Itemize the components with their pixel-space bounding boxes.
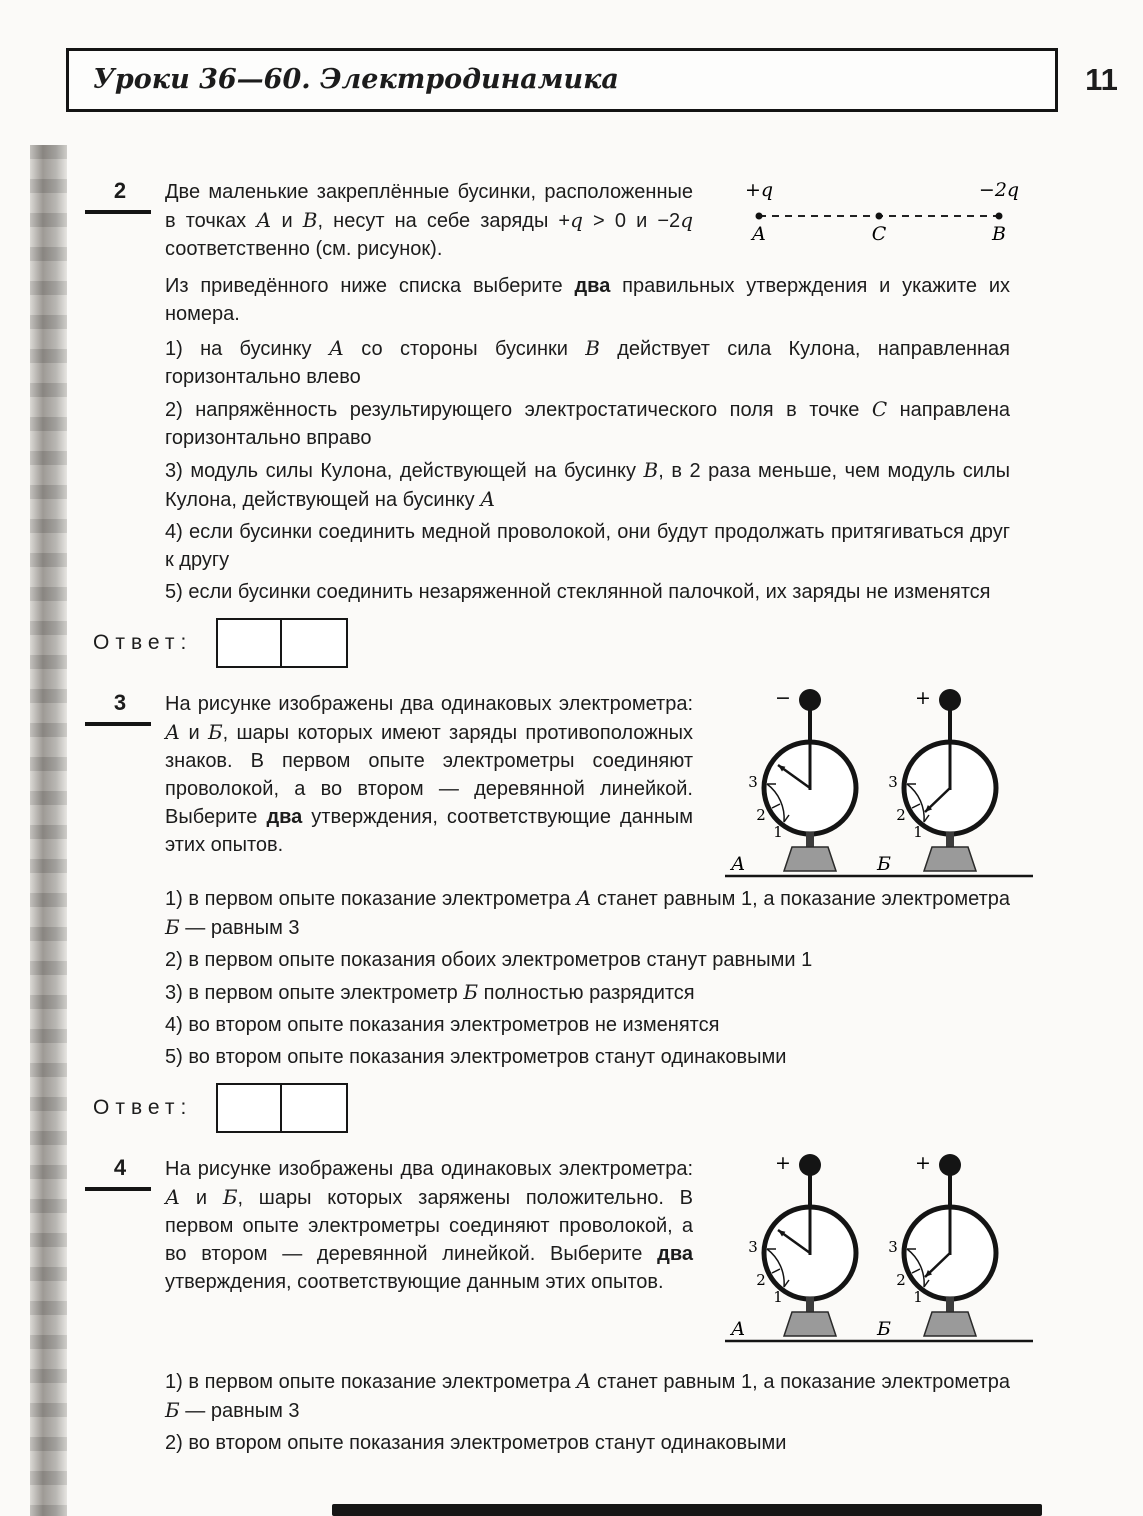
- task-3: [85, 687, 1035, 1133]
- charge-sign-b: +: [915, 687, 931, 709]
- tick-label-2: 2: [756, 806, 766, 824]
- text-segment: соответственно (см. рисунок).: [165, 238, 443, 260]
- text-segment: А: [256, 208, 272, 232]
- text-segment: — равным 3: [179, 1400, 300, 1422]
- text-segment: 1) в первом опыте показание электрометра: [165, 1371, 577, 1393]
- task-intro: [165, 178, 693, 266]
- text-segment: А: [576, 1369, 592, 1393]
- text-segment: В: [585, 336, 600, 360]
- text-segment: Б: [207, 720, 223, 744]
- figure-label-a: А: [731, 853, 746, 875]
- text-segment: На рисунке изображены два одинаковых электрометра:: [165, 693, 693, 715]
- charge-sign-b: +: [915, 1152, 931, 1174]
- charges-figure: [733, 180, 1033, 248]
- electrometer-a: [748, 687, 856, 871]
- page-number: 11: [1085, 62, 1118, 97]
- task-2: [85, 178, 1035, 668]
- electrometer-b: [888, 687, 996, 871]
- tick-label-1: 1: [773, 1288, 783, 1306]
- point-label-c: С: [871, 223, 887, 245]
- electrometers-figure: [725, 684, 1035, 882]
- figure-label-a: А: [731, 1318, 746, 1340]
- content-column: [85, 178, 1035, 1479]
- text-segment: два: [657, 1243, 693, 1265]
- text-segment: Б: [165, 915, 180, 939]
- tick-label-3: 3: [888, 773, 898, 791]
- option-item-2: [165, 1429, 1010, 1457]
- text-segment: действует сила Кулона, направленная горизонтально влево: [165, 338, 1010, 388]
- tick-label-3: 3: [748, 1238, 758, 1256]
- text-segment: со стороны бусинки: [344, 338, 586, 360]
- text-segment: Б: [165, 1398, 180, 1422]
- electrometer-a: [748, 1152, 856, 1336]
- answer-row: [93, 1083, 1010, 1133]
- stand: [784, 847, 836, 871]
- text-segment: 1) на бусинку: [165, 338, 329, 360]
- text-segment: 3) в первом опыте электрометр: [165, 982, 464, 1004]
- charge-sign-a: +: [775, 1152, 791, 1174]
- text-segment: 2) во втором опыте показания электрометров станут одинаковыми: [165, 1432, 787, 1454]
- ball: [939, 1154, 961, 1176]
- option-item-3: [165, 978, 1010, 1007]
- stem: [946, 1297, 954, 1313]
- answer-box-1: [216, 618, 282, 668]
- tick-label-1: 1: [773, 823, 783, 841]
- ball: [799, 1154, 821, 1176]
- text-segment: и: [180, 722, 208, 744]
- text-segment: два: [266, 806, 303, 828]
- option-item-2: [165, 395, 1010, 452]
- text-segment: А: [576, 886, 592, 910]
- option-item-5: [165, 578, 1010, 606]
- text-segment: правильных утверждения и укажите их номера.: [165, 275, 1010, 325]
- tick-label-2: 2: [896, 1271, 906, 1289]
- tick-label-3: 3: [748, 773, 758, 791]
- text-segment: , шары которых заряжены положительно. В первом опыте электрометры соединяют проволокой, а во втором — деревянной линейкой. Выберите: [165, 1187, 693, 1265]
- text-segment: А: [165, 720, 181, 744]
- text-segment: и: [271, 210, 303, 232]
- task-rule: [85, 722, 151, 726]
- ball: [799, 689, 821, 711]
- text-segment: 2) в первом опыте показания обоих электрометров станут равными 1: [165, 949, 813, 971]
- header-box: [66, 48, 1058, 112]
- text-segment: 5) во втором опыте показания электрометров станут одинаковыми: [165, 1046, 787, 1068]
- option-item-3: [165, 456, 1010, 514]
- text-segment: Б: [222, 1185, 238, 1209]
- option-item-5: [165, 1043, 1010, 1071]
- task-4: [85, 1152, 1035, 1457]
- text-segment: 3) модуль силы Кулона, действующей на бусинку: [165, 460, 644, 482]
- option-item-1: [165, 884, 1010, 942]
- text-segment: 5) если бусинки соединить незаряженной стеклянной палочкой, их заряды не изменятся: [165, 581, 991, 603]
- answer-label: Ответ:: [93, 1096, 193, 1119]
- tick-label-1: 1: [913, 823, 923, 841]
- text-segment: q: [680, 208, 693, 232]
- charge-label-left: +q: [744, 180, 774, 201]
- stand: [924, 1312, 976, 1336]
- text-segment: q: [570, 208, 583, 232]
- task-number: 3: [113, 690, 127, 715]
- text-segment: А: [165, 1185, 181, 1209]
- text-segment: полностью разрядится: [478, 982, 695, 1004]
- text-segment: > 0 и −2: [582, 210, 681, 232]
- answer-row: [93, 618, 1010, 668]
- option-item-2: [165, 946, 1010, 974]
- text-segment: два: [574, 275, 611, 297]
- point-dot-b: [996, 213, 1003, 220]
- text-segment: утверждения, соответствующие данным этих опытов.: [165, 806, 693, 856]
- task-rule: [85, 210, 151, 214]
- task-number: 2: [113, 178, 127, 203]
- answer-label: Ответ:: [93, 631, 193, 654]
- page-title: Уроки 36—60. Электродинамика: [93, 64, 619, 95]
- ball: [939, 689, 961, 711]
- answer-box-2: [282, 1083, 348, 1133]
- stand: [924, 847, 976, 871]
- charge-label-right: −2q: [978, 180, 1020, 201]
- answer-boxes: [216, 618, 348, 668]
- tick-label-1: 1: [913, 1288, 923, 1306]
- electrometer-b: [888, 1152, 996, 1336]
- tick-label-3: 3: [888, 1238, 898, 1256]
- point-label-a: А: [751, 223, 767, 245]
- answer-boxes: [216, 1083, 348, 1133]
- stand: [784, 1312, 836, 1336]
- text-segment: утверждения, соответствующие данным этих опытов.: [165, 1271, 664, 1293]
- electrometers-figure: [725, 1149, 1035, 1347]
- text-segment: Б: [463, 980, 479, 1004]
- text-segment: В: [302, 208, 318, 232]
- figure-label-b: Б: [877, 1318, 891, 1340]
- text-segment: — равным 3: [179, 917, 300, 939]
- point-dot-a: [756, 213, 763, 220]
- charge-sign-a: −: [775, 687, 791, 709]
- answer-box-1: [216, 1083, 282, 1133]
- scan-shadow-strip: [30, 145, 67, 1516]
- text-segment: и: [180, 1187, 223, 1209]
- task-prompt: [165, 272, 1010, 328]
- task-intro: [165, 1155, 693, 1361]
- answer-box-2: [282, 618, 348, 668]
- figure-label-b: Б: [877, 853, 891, 875]
- point-dot-c: [876, 213, 883, 220]
- text-segment: С: [871, 397, 888, 421]
- text-segment: А: [328, 336, 344, 360]
- text-segment: направлена горизонтально вправо: [165, 399, 1010, 449]
- stem: [806, 1297, 814, 1313]
- task-intro: [165, 690, 693, 878]
- tick-label-2: 2: [756, 1271, 766, 1289]
- text-segment: станет равным 1, а показание электрометра: [591, 888, 1011, 910]
- option-item-4: [165, 1011, 1010, 1039]
- stem: [806, 832, 814, 848]
- option-item-1: [165, 1367, 1010, 1425]
- text-segment: 1) в первом опыте показание электрометра: [165, 888, 577, 910]
- text-segment: Из приведённого ниже списка выберите: [165, 275, 575, 297]
- text-segment: 4) во втором опыте показания электрометров не изменятся: [165, 1014, 720, 1036]
- tick-label-2: 2: [896, 806, 906, 824]
- text-segment: В: [643, 458, 659, 482]
- option-item-4: [165, 518, 1010, 574]
- task-rule: [85, 1187, 151, 1191]
- text-segment: На рисунке изображены два одинаковых электрометра:: [165, 1158, 693, 1180]
- stem: [946, 832, 954, 848]
- text-segment: 2) напряжённость результирующего электростатического поля в точке: [165, 399, 872, 421]
- option-item-1: [165, 334, 1010, 391]
- task-number: 4: [113, 1155, 127, 1180]
- point-label-b: В: [992, 223, 1006, 245]
- scan-bottom-edge: [332, 1504, 1042, 1516]
- text-segment: Две маленькие закреплённые бусинки, расположенные в точках: [165, 181, 693, 232]
- text-segment: А: [480, 487, 496, 511]
- text-segment: , несут на себе заряды +: [317, 210, 571, 232]
- task-body: [93, 178, 1011, 668]
- text-segment: станет равным 1, а показание электрометра: [591, 1371, 1011, 1393]
- text-segment: 4) если бусинки соединить медной проволокой, они будут продолжать притягиваться друг к другу: [165, 521, 1010, 571]
- text-segment: , шары которых имеют заряды противоположных знаков. В первом опыте электрометры соединяют проволокой, а во втором — деревянной линейкой. Выберите: [165, 722, 693, 828]
- text-segment: , в 2 раза меньше, чем модуль силы Кулона, действующей на бусинку: [165, 460, 1011, 511]
